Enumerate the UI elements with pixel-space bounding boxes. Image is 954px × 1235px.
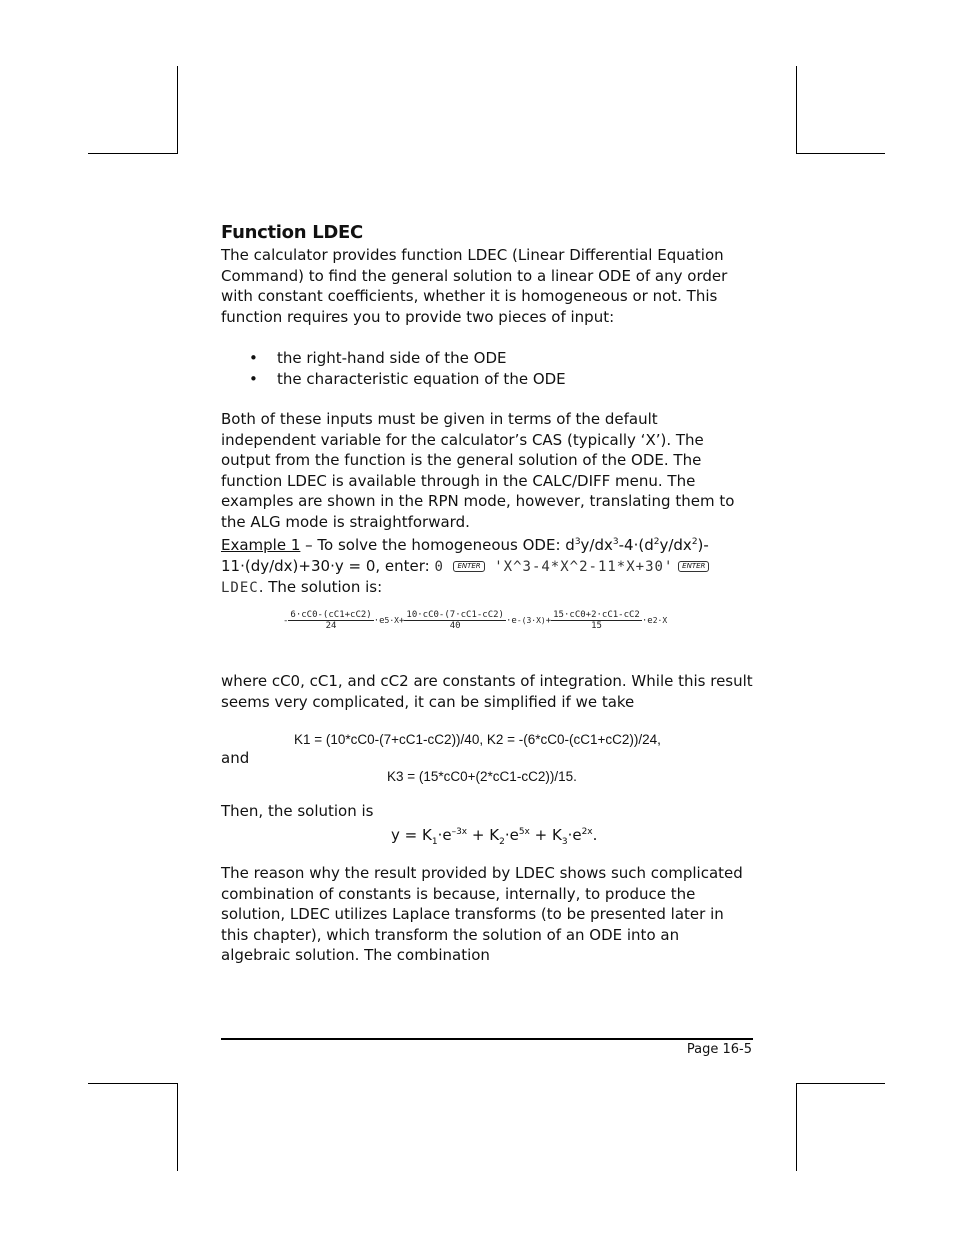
crop-mark [177,1083,178,1171]
solution-part: ·e [437,826,452,844]
k3-definition: K3 = (15*cC0+(2*cC1-cC2))/15. [387,769,577,784]
fraction [551,610,642,631]
enter-key-icon: ENTER [678,561,709,572]
section-heading: Function LDEC [221,222,363,243]
calc-command-ldec: LDEC [221,580,259,597]
example-text: -4·(d [618,536,654,554]
superscript: 2 [653,537,660,547]
calculator-output [283,610,667,631]
example-paragraph [221,532,753,599]
solution-part: + K [467,826,500,844]
exponent: -(3·X) [516,616,546,625]
numerator: 6·cC0-(cC1+cC2) [290,610,372,620]
exponent: 5·X [384,616,399,625]
and-text: and [221,749,250,767]
superscript: –3x [451,827,468,837]
calc-sign: - [283,616,289,626]
exp-base: ·e [641,616,653,626]
example-text: y/dx [659,536,692,554]
footer-rule [221,1038,753,1040]
exp-base: ·e [505,616,517,626]
intro-paragraph: The calculator provides function LDEC (Linear Differential Equation Command) to find the general solution to a linear ODE of any order with constant coefficients, whether it is homogeneous or not. This function requires you to provide two pieces of input: [221,246,728,326]
list-item: • the right-hand side of the ODE [249,348,566,369]
fraction [288,610,373,631]
constants-paragraph: where cC0, cC1, and cC2 are constants of integration. While this result seems very complicated, it can be simplified if we take [221,672,753,711]
calc-input-expression: 'X^3-4*X^2-11*X+30' [494,558,674,575]
numerator: 10·cC0-(7·cC1-cC2) [406,610,504,620]
exponent: 2·X [652,616,668,625]
subscript: 3 [561,837,568,847]
superscript: 2x [581,827,593,837]
superscript: 2 [691,537,698,547]
superscript: 3 [574,537,581,547]
plus: + [399,616,405,626]
solution-part: ·e [567,826,582,844]
example-text: y/dx [580,536,613,554]
solution-part: + K [529,826,562,844]
k1-k2-definition: K1 = (10*cC0-(7+cC1-cC2))/40, K2 = -(6*cC0-(cC1+cC2))/24, [294,732,661,747]
cas-paragraph: Both of these inputs must be given in terms of the default independent variable for the calculator’s CAS (typically ‘X’). The output from the function is the general solution of the ODE. The function LDEC is available through in the CALC/DIFF menu. The examples are shown in the RPN mode, however, translating them to the ALG mode is straightforward. [221,410,735,531]
numerator: 15·cC0+2·cC1-cC2 [553,610,640,620]
crop-mark [88,1083,177,1084]
page-number: Page 16-5 [686,1042,752,1057]
plus: + [545,616,552,626]
example-text: – To solve the homogeneous ODE: d [300,536,575,554]
example-text: . The solution is: [258,578,383,597]
crop-mark [796,1083,885,1084]
crop-mark [796,153,885,154]
crop-mark [177,66,178,154]
example-text: 11·(dy/dx)+30·y = 0, enter: [221,556,435,575]
then-text: Then, the solution is [221,802,374,820]
denominator: 24 [325,621,337,631]
subscript: 1 [431,837,438,847]
superscript: 5x [518,827,530,837]
solution-part: . [592,826,598,844]
crop-mark [796,1083,797,1171]
solution-part: ·e [504,826,519,844]
enter-key-icon: ENTER [453,561,484,572]
calc-input-zero: 0 [434,558,444,575]
solution-formula [391,822,597,853]
exp-base: ·e [373,616,385,626]
list-item: • the characteristic equation of the ODE [249,369,566,390]
crop-mark [796,66,797,154]
laplace-paragraph: The reason why the result provided by LDEC shows such complicated combination of constants is because, internally, to produce the solution, LDEC utilizes Laplace transforms (to be presented later in this chapter), which transform the solution of an ODE into an algebraic solution. The combination [221,864,743,965]
fraction [404,610,506,631]
example-label: Example 1 [221,536,301,554]
denominator: 40 [449,621,461,631]
example-text: )- [697,536,709,554]
subscript: 2 [499,837,505,847]
crop-mark [88,153,177,154]
denominator: 15 [591,621,602,631]
input-list [249,348,566,389]
solution-part: y = K [391,826,432,844]
superscript: 3 [612,537,619,547]
